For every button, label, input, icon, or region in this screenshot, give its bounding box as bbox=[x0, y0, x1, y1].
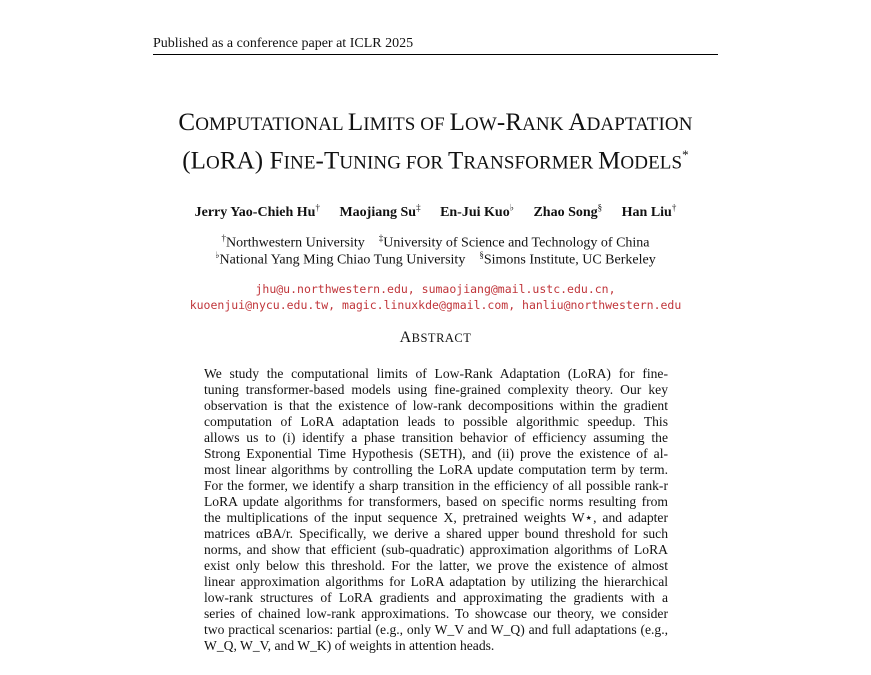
abstract-line: W_Q, W_V, and W_K) of weights in attention heads. bbox=[204, 638, 495, 653]
abstract-line: exist only below this threshold. For the latter, we prove the existence of almost bbox=[204, 558, 668, 573]
abstract-line: series of chained low-rank approximations. To showcase our theory, we consider bbox=[204, 606, 668, 621]
paper-title bbox=[60, 108, 811, 178]
running-header: Published as a conference paper at ICLR 2025 bbox=[153, 36, 718, 55]
affiliation-line-2: ♭National Yang Ming Chiao Tung University §Simons Institute, UC Berkeley bbox=[215, 250, 656, 268]
abstract-line: computation of LoRA adaptation leads to possible algorithmic speedup. This bbox=[204, 414, 668, 429]
title-footnote-mark: * bbox=[682, 147, 689, 162]
abstract-line: norms, and show that efficient (sub-quadratic) approximation algorithms of LoRA bbox=[204, 542, 668, 557]
abstract-line: allows us to (i) identify a phase transition behavior of efficiency assuming the bbox=[204, 430, 668, 445]
abstract-line: We study the computational limits of Low-Rank Adaptation (LoRA) for fine- bbox=[204, 366, 668, 381]
affiliation-line-1: †Northwestern University ‡University of Science and Technology of China bbox=[221, 233, 650, 251]
abstract-line: the multiplications of the input sequence X, pretrained weights W⋆, and adapter bbox=[204, 510, 668, 525]
author-liu: Han Liu† bbox=[621, 202, 677, 220]
abstract-line: LoRA update algorithms for transformers, based on specific norms resulting from bbox=[204, 494, 668, 509]
abstract-line: linear approximation algorithms for LoRA adaptation by utilizing the hierarchical bbox=[204, 574, 668, 589]
abstract-line: most linear algorithms by controlling the LoRA update computation term by term. bbox=[204, 462, 668, 477]
email-line-2[interactable]: kuoenjui@nycu.edu.tw, magic.linuxkde@gmail.com, hanliu@northwestern.edu bbox=[189, 298, 682, 312]
author-song: Zhao Song§ bbox=[533, 202, 603, 220]
author-kuo: En-Jui Kuo♭ bbox=[440, 202, 514, 220]
abstract-line: Strong Exponential Time Hypothesis (SETH), and (ii) prove the existence of al- bbox=[204, 446, 668, 461]
abstract-line: two practical scenarios: partial (e.g., only W_V and W_Q) and full adaptations (e.g., bbox=[204, 622, 668, 637]
title-line-2: (LORA) FINE-TUNING FOR TRANSFORMER MODELS* bbox=[182, 147, 689, 175]
abstract-heading: ABSTRACT bbox=[399, 329, 472, 346]
author-su: Maojiang Su‡ bbox=[339, 202, 421, 220]
abstract-line: observation is that the existence of low-rank decompositions within the gradient bbox=[204, 398, 668, 413]
email-line-1[interactable]: jhu@u.northwestern.edu, sumaojiang@mail.ustc.edu.cn, bbox=[255, 282, 616, 296]
abstract-line: For the former, we identify a sharp transition in the efficiency of all possible rank-r bbox=[204, 478, 668, 493]
title-line-1: COMPUTATIONAL LIMITS OF LOW-RANK ADAPTATION bbox=[178, 109, 693, 136]
abstract-line: matrices αBA/r. Specifically, we derive a shared upper bound threshold for such bbox=[204, 526, 668, 541]
abstract-line: tuning transformer-based models using fine-grained complexity theory. Our key bbox=[204, 382, 668, 397]
author-list bbox=[60, 202, 811, 221]
abstract-line: low-rank structures of LoRA gradients and approximating the gradients with a bbox=[204, 590, 668, 605]
author-hu: Jerry Yao-Chieh Hu† bbox=[194, 202, 320, 220]
